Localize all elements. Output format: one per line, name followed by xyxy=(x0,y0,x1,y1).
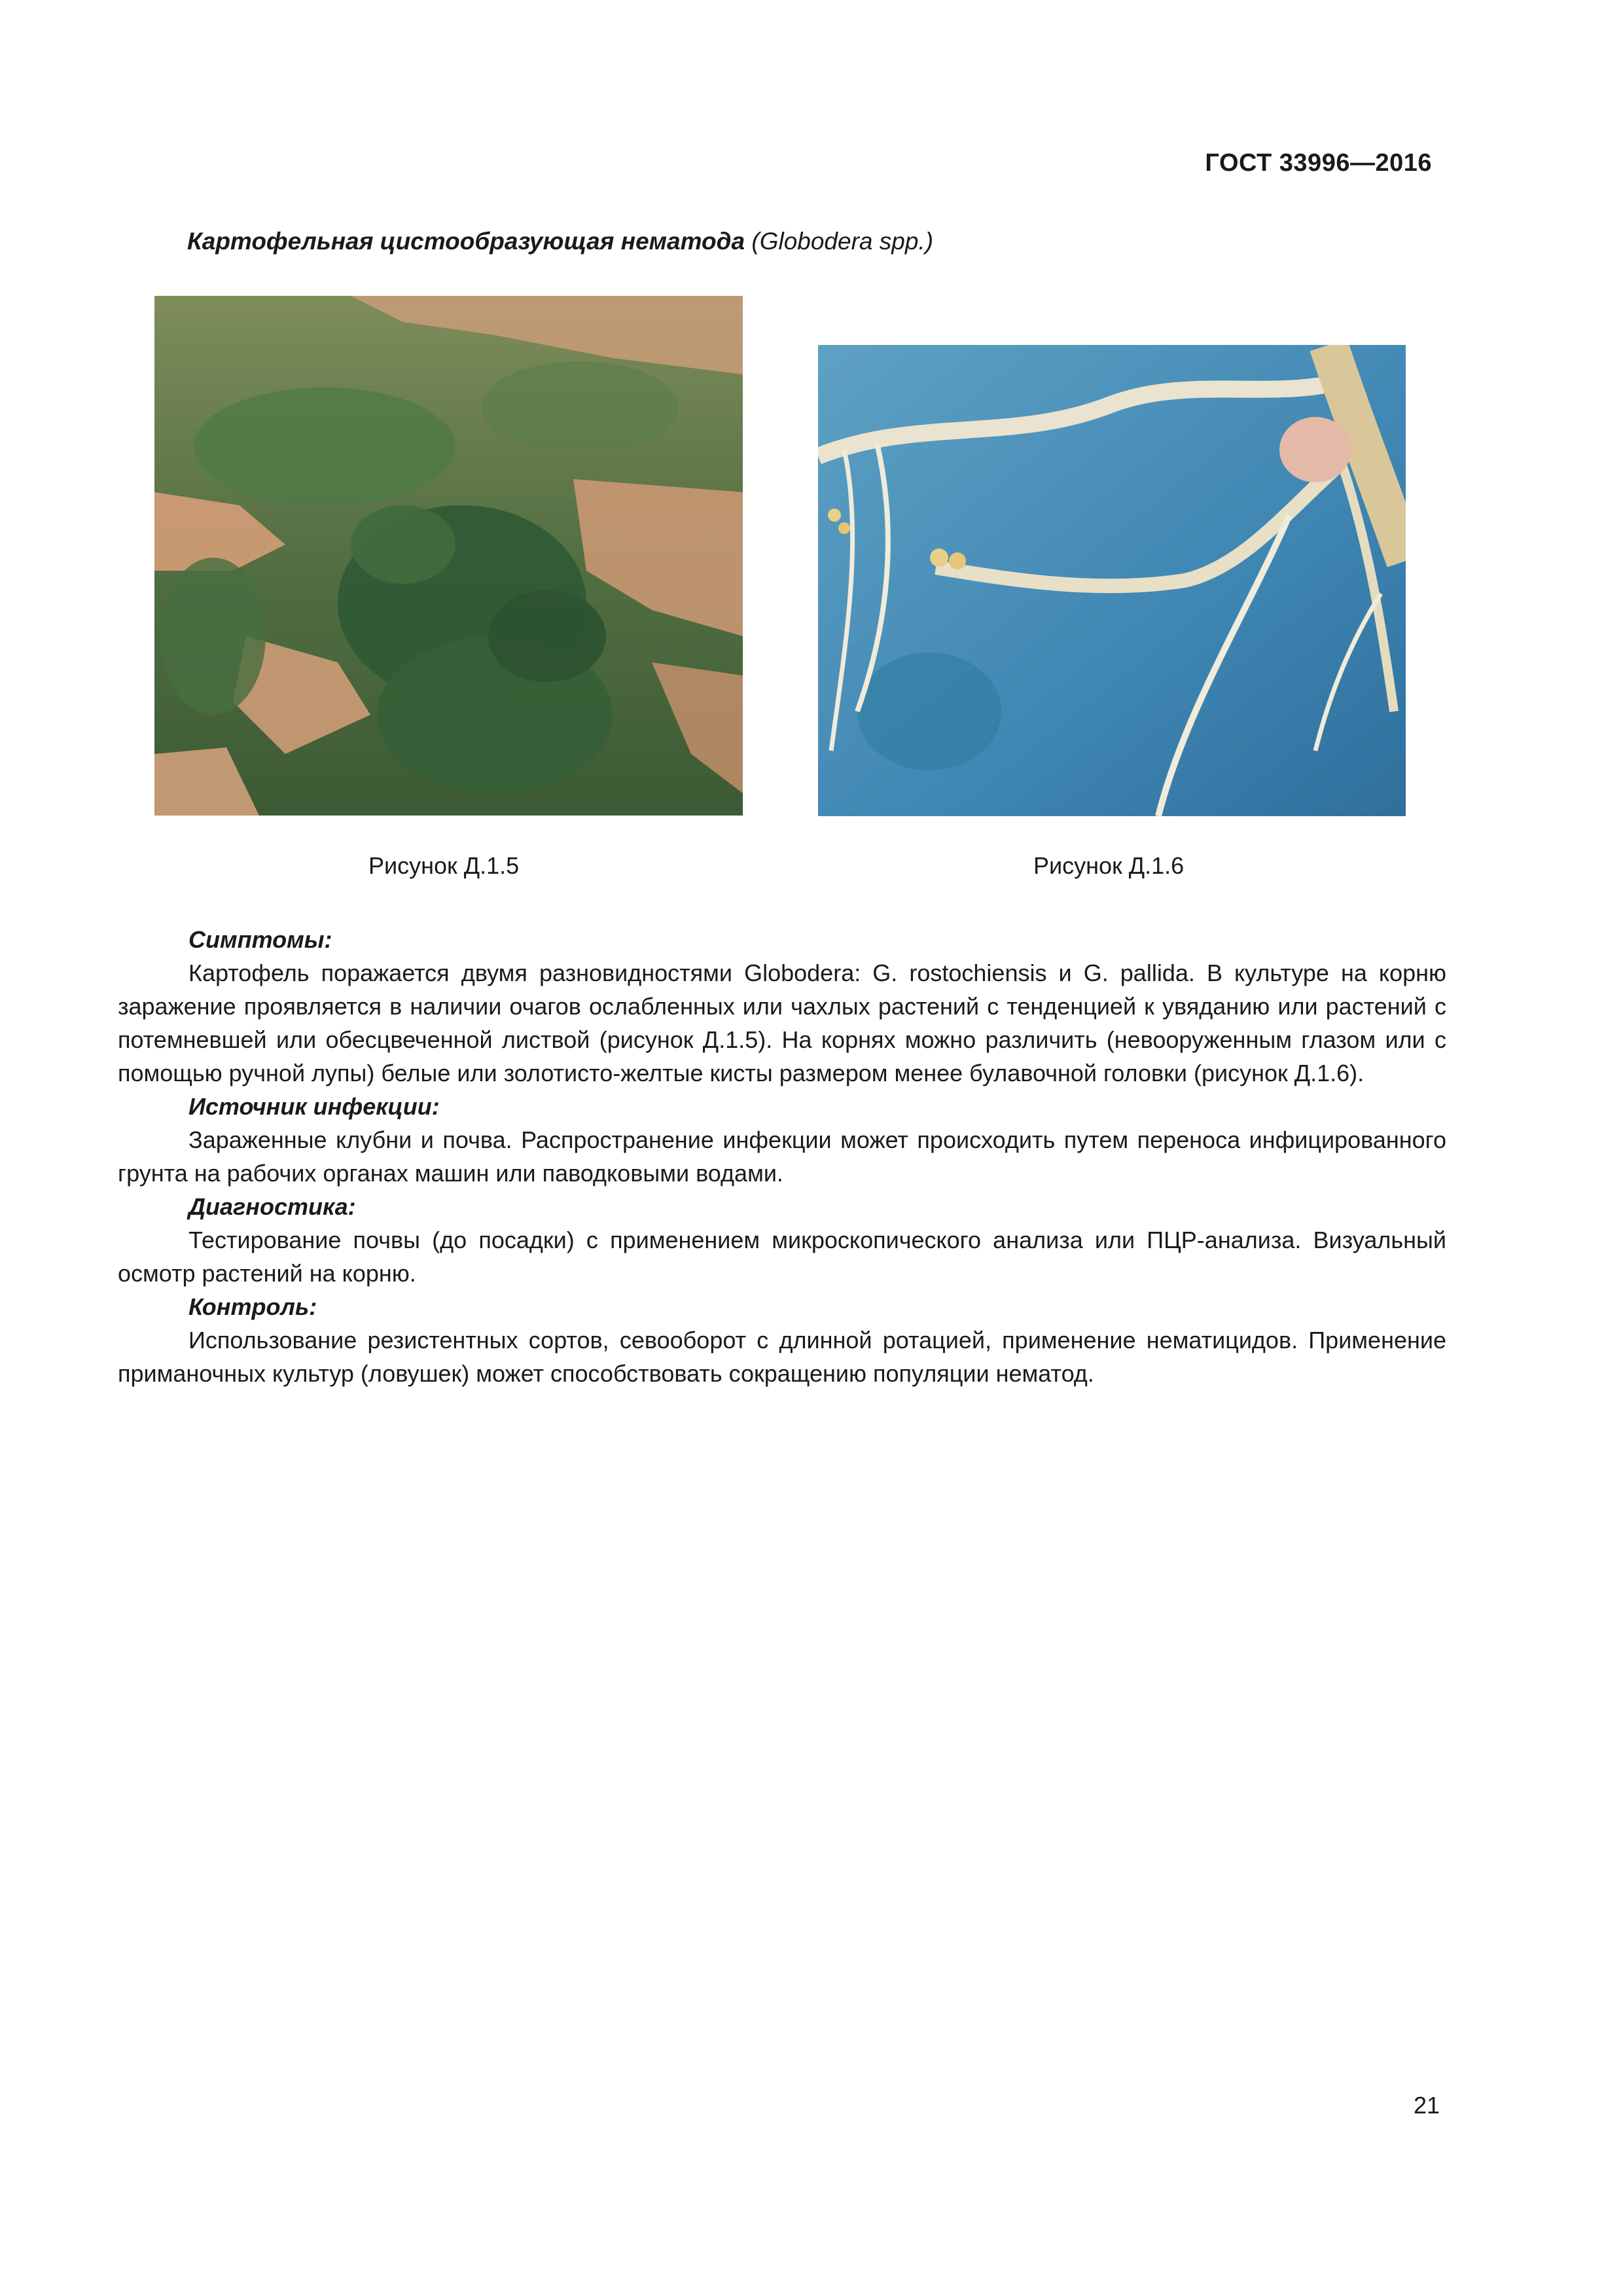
figure-caption-d-1-5: Рисунок Д.1.5 xyxy=(368,852,520,879)
standard-code: ГОСТ 33996—2016 xyxy=(1205,149,1432,177)
infection-source-heading: Источник инфекции: xyxy=(188,1093,440,1120)
diagnostics-heading: Диагностика: xyxy=(188,1193,356,1220)
page-number: 21 xyxy=(1413,2092,1440,2119)
figure-caption-d-1-6: Рисунок Д.1.6 xyxy=(1033,852,1185,879)
figure-d-1-5-potato-field-photo xyxy=(154,296,743,816)
control-text: Использование резистентных сортов, севооборот с длинной ротацией, применение нематицидов. Применение приманочных культур (ловушек) может способствовать сокращению популяции нематод. xyxy=(118,1327,1446,1387)
symptoms-heading: Симптомы: xyxy=(188,926,332,953)
figure-d-1-6-potato-roots-cysts-photo xyxy=(818,345,1406,816)
species-name-lat: (Globodera spp.) xyxy=(751,228,934,255)
species-name-ru: Картофельная цистообразующая нематода xyxy=(187,228,745,255)
infection-source-text: Зараженные клубни и почва. Распространение инфекции может происходить путем переноса инфицированного грунта на рабочих органах машин или паводковыми водами. xyxy=(118,1126,1446,1187)
species-title xyxy=(187,228,933,255)
description-body xyxy=(118,923,1446,1390)
control-heading: Контроль: xyxy=(188,1293,317,1320)
diagnostics-text: Тестирование почвы (до посадки) с применением микроскопического анализа или ПЦР-анализа. Визуальный осмотр растений на корню. xyxy=(118,1227,1446,1287)
symptoms-text: Картофель поражается двумя разновидностями Globodera: G. rostochiensis и G. pallida. В культуре на корню заражение проявляется в наличии очагов ослабленных или чахлых растений с тенденцией к увяданию или растений с потемневшей или обесцвеченной листвой (рисунок Д.1.5). На корнях можно различить (невооруженным глазом или с помощью ручной лупы) белые или золотисто-желтые кисты размером менее булавочной головки (рисунок Д.1.6). xyxy=(118,960,1446,1086)
